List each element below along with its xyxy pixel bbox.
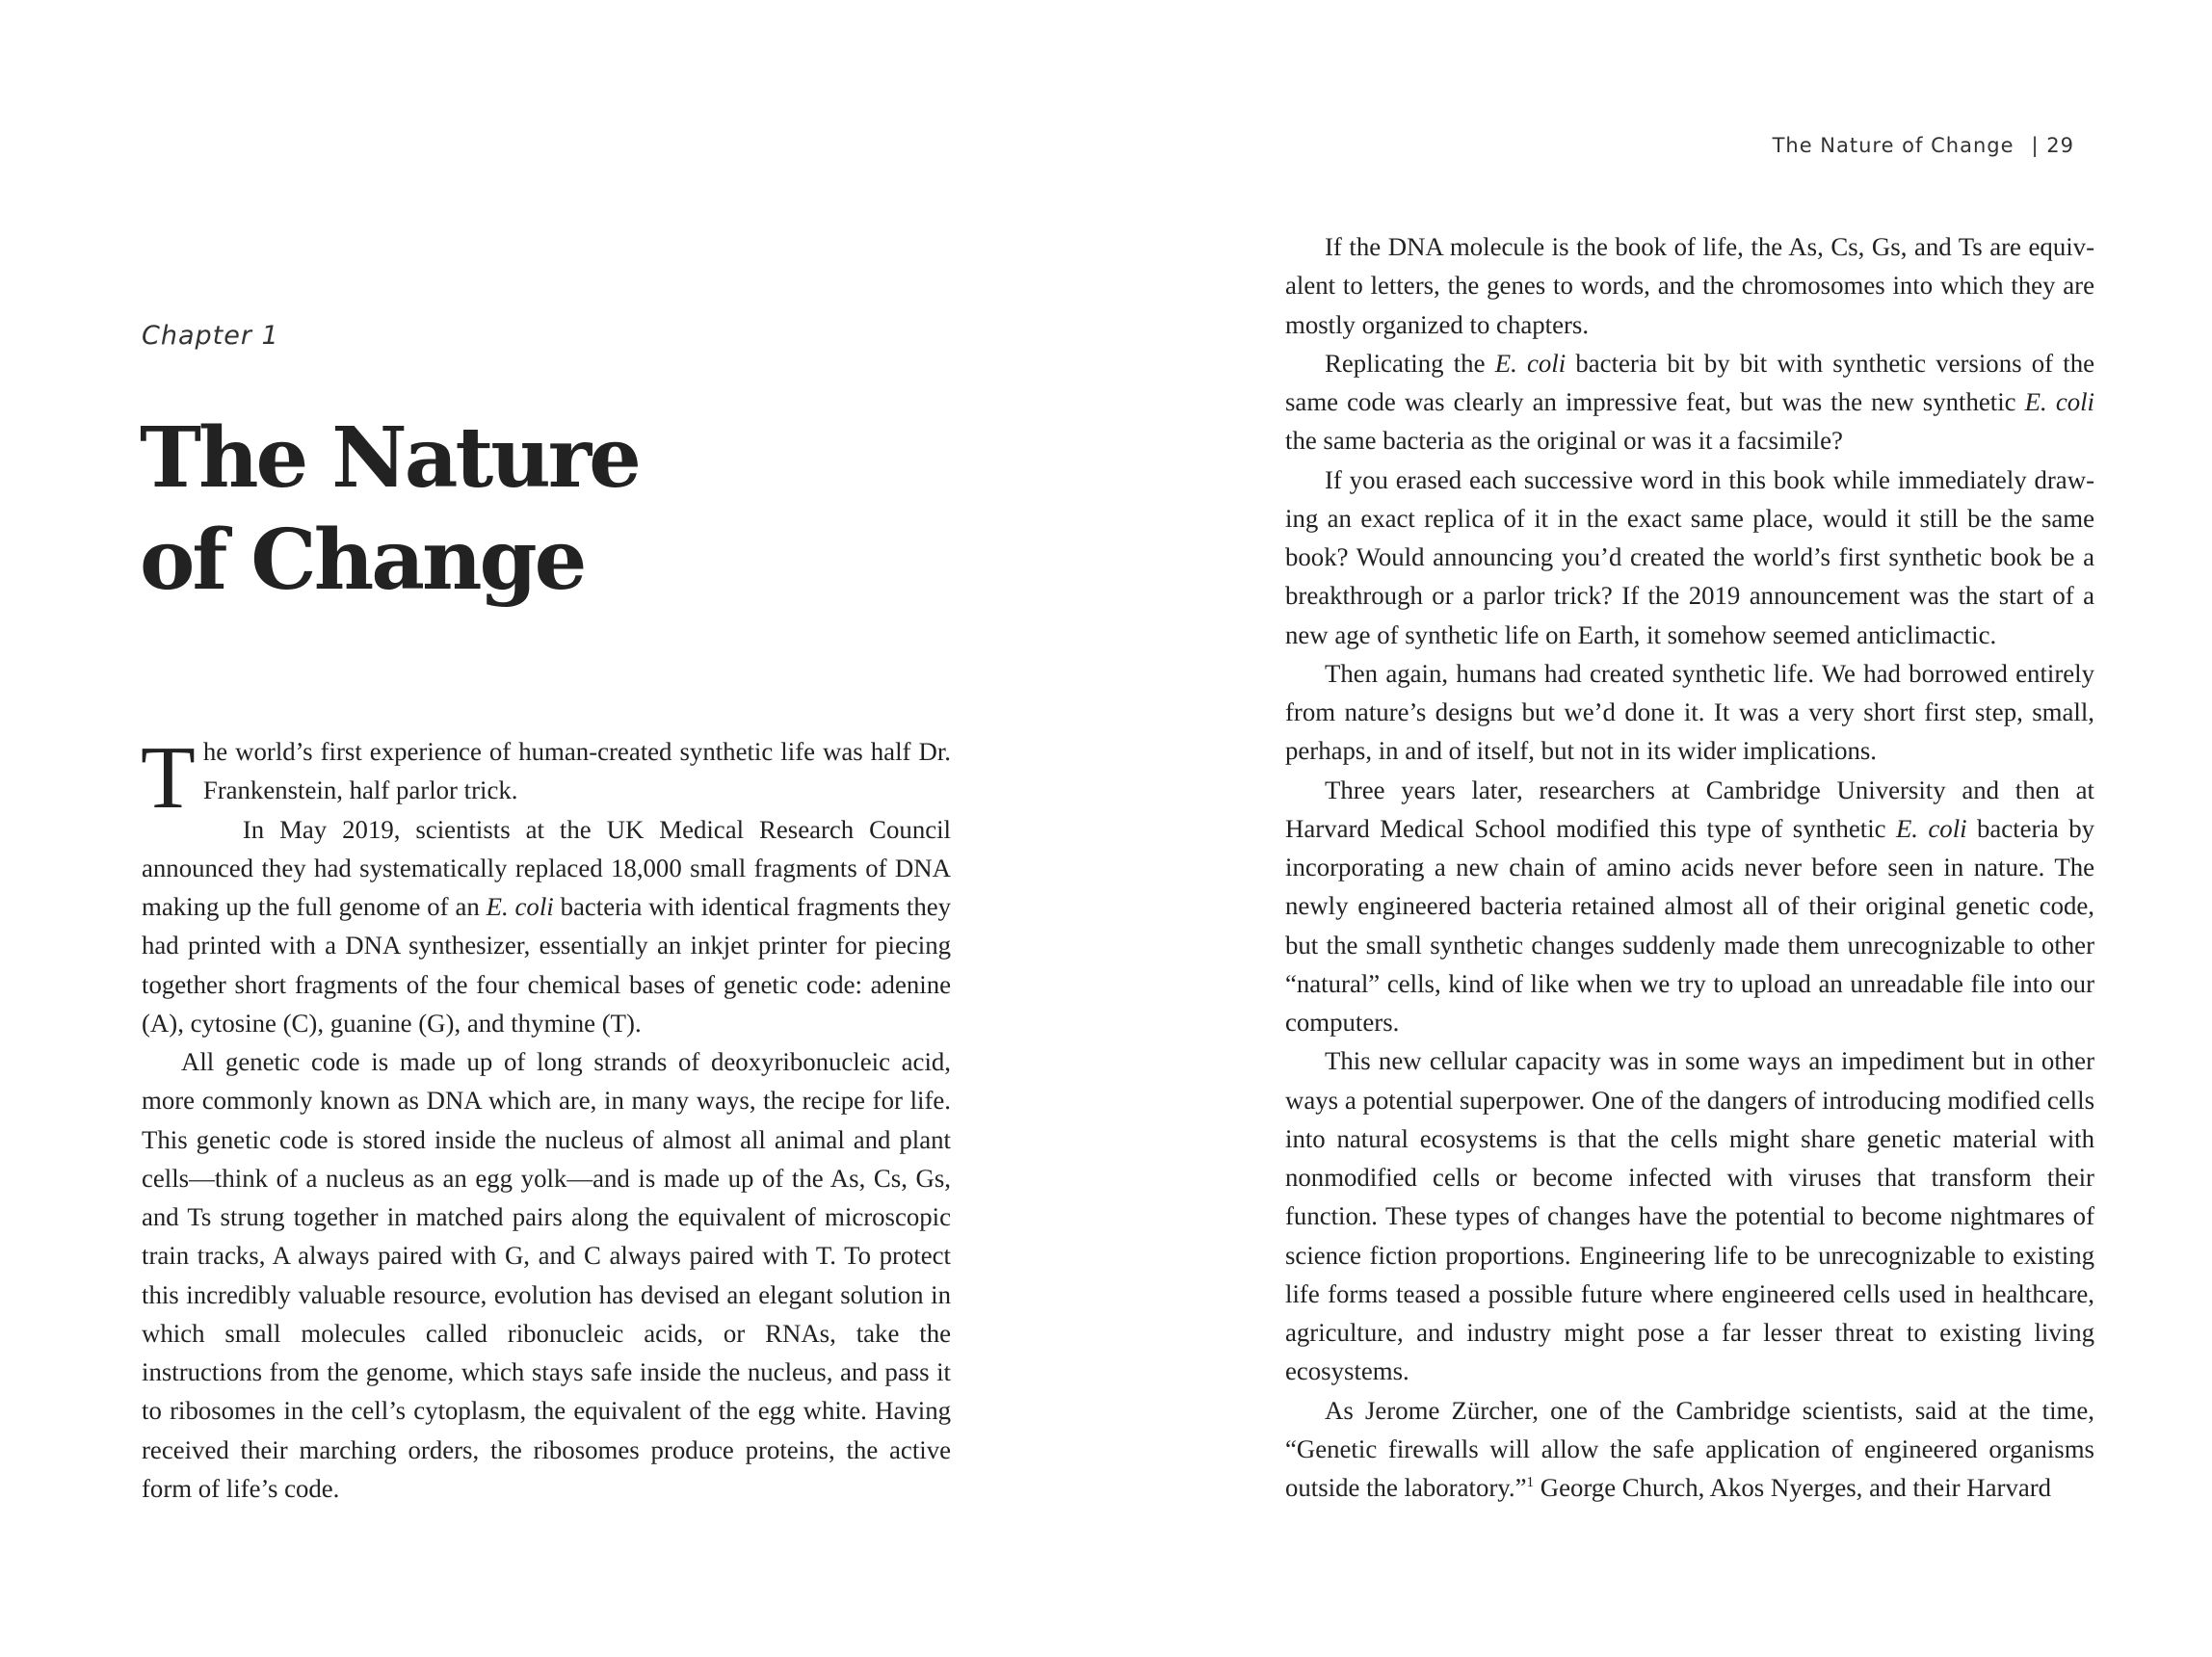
paragraph-10-text-b: George Church, Akos Nyerges, and their Harvard [1534, 1473, 2052, 1502]
paragraph-3-text: All genetic code is made up of long strands of deoxyribonucleic acid, more commonly known as DNA which are, in many ways, the recipe for life. This genetic code is stored inside the nucleus of almost all animal and plant cells—think of a nucleus as an egg yolk—and is made up of the As, Cs, Gs, and Ts strung together in matched pairs along the equivalent of microscopic train tracks, A always paired with G, and C always paired with T. To protect this incredibly valuable resource, evolution has devised an elegant solution in which small molecules called ribonucleic acids, or RNAs, take the instructions from the genome, which stays safe inside the nucleus, and pass it to ribosomes in the cell’s cytoplasm, the equivalent of the egg white. Having received their marching orders, the ribosomes produce proteins, the active form of life’s code. [142, 1047, 951, 1503]
paragraph-1-text: he world’s first experience of human-created synthetic life was half Dr. Frankenstein, half parlor trick. [202, 737, 951, 805]
paragraph-8-text-a: Three years later, researchers at Cambridge University and then at Harvard Medical School modified this type of synthetic [1285, 775, 2094, 843]
paragraph-5-text-c: the same bacteria as the original or was it a facsimile? [1285, 426, 1843, 456]
paragraph-6 [1285, 460, 2094, 654]
paragraph-2-text-a: In May 2019, scientists at the UK Medical Research Council announced they had systematically replaced 18,000 small fragments of DNA making up the full genome of an [142, 814, 951, 921]
left-body-text [141, 728, 952, 1508]
drop-cap: T [141, 728, 196, 828]
paragraph-8-text-b: bacteria by incorporating a new chain of amino acids never before seen in nature. The newly engineered bacteria retained almost all of their original genetic code, but the small synthetic changes suddenly made them unrecognizable to other “natural” cells, kind of like when we try to upload an unreadable file into our computers. [1285, 813, 2095, 1037]
chapter-title-line-2: of Change [140, 512, 585, 609]
paragraph-9-text: This new cellular capacity was in some ways an impediment but in other ways a potential superpower. One of the dangers of introducing modified cells into natural ecosystems is that the cells might share genetic material with nonmodified cells or become infected with viruses that transform their function. These types of changes have the potential to become nightmares of science fiction proportions. Engineering life to be unrecognizable to existing life forms teased a possible future where engineered cells used in healthcare, agriculture, and industry might pose a far lesser threat to existing living ecosystems. [1285, 1046, 2094, 1386]
species-name: E. coli [486, 892, 554, 921]
chapter-title-line-1: The Nature [140, 409, 639, 507]
footnote-marker[interactable]: 1 [1526, 1475, 1535, 1491]
paragraph-4 [1285, 227, 2094, 344]
paragraph-3 [142, 1042, 951, 1508]
paragraph-8 [1285, 771, 2094, 1042]
paragraph-4-text: If the DNA molecule is the book of life, the As, Cs, Gs, and Ts are equivalent to letters, the genes to words, and the chromosomes into which they are mostly organized to chapters. [1285, 232, 2094, 339]
page-number: | 29 [2031, 134, 2074, 157]
right-body-text [1285, 227, 2094, 1507]
paragraph-2 [142, 810, 951, 1043]
paragraph-6-text: If you erased each successive word in this book while immediately drawing an exact replica of it in the exact same place, would it still be the same book? Would announcing you’d created the world’s first synthetic book be a breakthrough or a parlor trick? If the 2019 announcement was the start of a new age of synthetic life on Earth, it somehow seemed anticlimactic. [1285, 464, 2094, 649]
species-name: E. coli [2024, 387, 2095, 416]
paragraph-9 [1285, 1041, 2094, 1390]
paragraph-10 [1285, 1391, 2094, 1508]
paragraph-7-text: Then again, humans had created synthetic life. We had borrowed entirely from nature’s designs but we’d done it. It was a very short first step, small, perhaps, in and of itself, but not in its wider implications. [1285, 658, 2094, 766]
paragraph-5 [1285, 344, 2094, 460]
paragraph-1 [141, 728, 951, 828]
species-name: E. coli [1494, 348, 1567, 378]
right-page [1106, 0, 2212, 1657]
paragraph-5-text-b: bacteria bit by bit with synthetic versions of the same code was clearly an impressive feat, but was the new synthetic [1285, 348, 2095, 416]
species-name: E. coli [1895, 813, 1967, 843]
running-header [1773, 134, 2074, 157]
paragraph-2-text-b: bacteria with identical fragments they had printed with a DNA synthesizer, essentially an inkjet printer for piecing together short fragments of the four chemical bases of genetic code: adenine (A), cytosine (C), guanine (G), and thymine (T). [142, 892, 952, 1038]
paragraph-7 [1285, 654, 2094, 771]
chapter-label: Chapter 1 [142, 321, 279, 351]
paragraph-5-text-a: Replicating the [1325, 348, 1495, 378]
paragraph-10-text-a: As Jerome Zürcher, one of the Cambridge scientists, said at the time, “Genetic firewalls will allow the safe application of engineered organisms outside the laboratory.” [1285, 1395, 2094, 1502]
running-head-title: The Nature of Change [1772, 134, 2014, 157]
chapter-title [140, 408, 872, 612]
